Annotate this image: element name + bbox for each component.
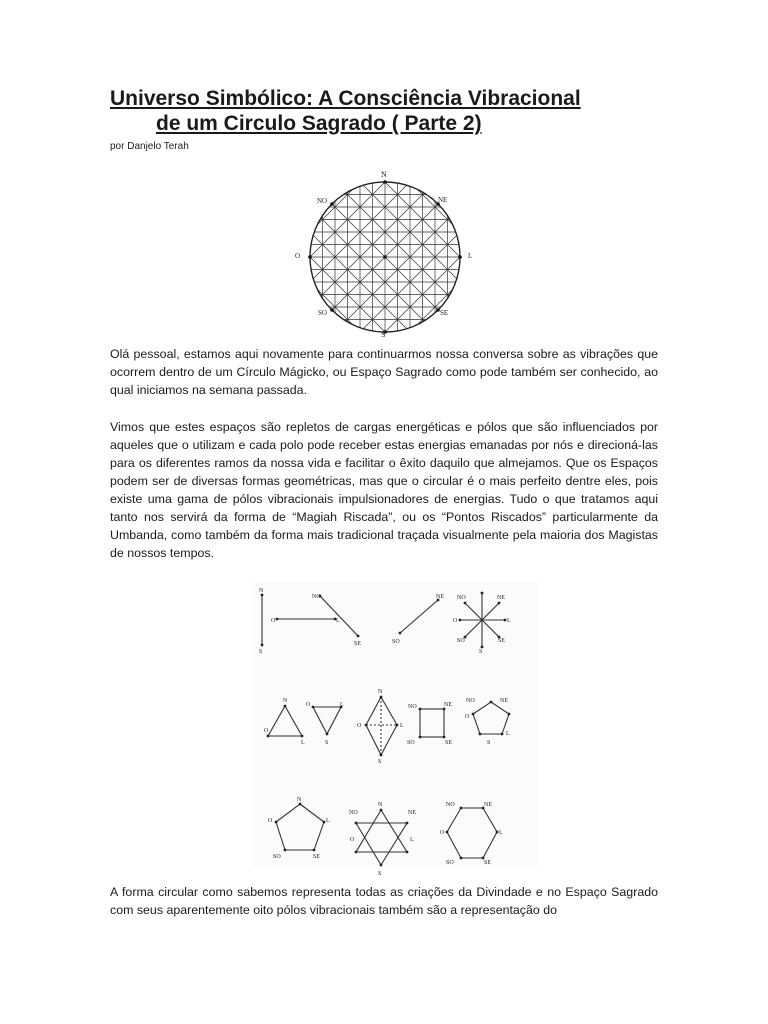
vertex-dot: [498, 602, 501, 605]
vertex-dot: [496, 831, 499, 834]
vertex-dot: [299, 803, 302, 806]
vertex-dot: [460, 857, 463, 860]
vertex-dot: [460, 807, 463, 810]
shape-label-se8: SE: [313, 854, 321, 860]
vertex-dot: [365, 724, 368, 727]
vertex-dot: [326, 733, 329, 736]
vertex-dot: [459, 619, 462, 622]
pole-dot: [383, 255, 387, 259]
shape-label-se6: SE: [445, 740, 453, 746]
vertex-dot: [479, 733, 482, 736]
vertex-dot: [380, 809, 383, 812]
vertex-dot: [396, 724, 399, 727]
triangle-up-shape: [268, 706, 302, 736]
diagonal-ne-so-shape: [400, 600, 438, 633]
shape-label-no10: NO: [446, 802, 455, 808]
shape-label-so8: SO: [273, 854, 281, 860]
shape-label-l2: L: [507, 618, 511, 624]
vertex-dot: [355, 851, 358, 854]
shape-label-l8: L: [326, 818, 330, 824]
shape-label-n9: N: [378, 802, 383, 808]
shape-label-ne6: NE: [444, 702, 452, 708]
vertex-dot: [446, 831, 449, 834]
vertex-dot: [443, 708, 446, 711]
triangle-down-shape: [313, 707, 341, 734]
title-line-2: de um Circulo Sagrado ( Parte 2): [156, 112, 482, 135]
diagonal-no-se-shape: [320, 596, 358, 636]
grid-line-diagonal: [160, 182, 310, 332]
shape-label-l4: L: [340, 702, 344, 708]
pole-dot: [458, 255, 462, 259]
shape-label-o5: O: [357, 723, 362, 729]
shape-label-o2: O: [453, 618, 458, 624]
hexagram-shape: [356, 810, 407, 865]
vertex-dot: [284, 849, 287, 852]
vertex-dot: [504, 619, 507, 622]
vertex-dot: [312, 706, 315, 709]
shape-label-l7: L: [506, 731, 510, 737]
grid-line-diagonal: [460, 182, 610, 332]
vertex-dot: [508, 713, 511, 716]
vertex-dot: [464, 602, 467, 605]
shape-label-l5: L: [400, 723, 404, 729]
shape-label-o1: O: [271, 618, 276, 624]
shape-label-no1: NO: [312, 594, 321, 600]
vertex-dot: [380, 754, 383, 757]
geometric-shapes-figure: [253, 582, 538, 877]
shape-label-no6: NO: [408, 704, 417, 710]
vertex-dot: [482, 857, 485, 860]
shape-label-o7: O: [465, 714, 470, 720]
shape-label-se1: SE: [354, 641, 362, 647]
shape-label-ne1: NE: [436, 594, 444, 600]
shape-label-s5: S: [378, 759, 382, 765]
vertex-dot: [301, 735, 304, 738]
vertex-dot: [261, 594, 264, 597]
author-byline: por Danjelo Terah: [110, 141, 189, 152]
vertex-dot: [284, 705, 287, 708]
vertex-dot: [406, 822, 409, 825]
shape-label-se10: SE: [484, 860, 492, 866]
vertex-dot: [380, 864, 383, 867]
shape-label-n5: N: [378, 689, 383, 695]
small-pentagon-shape: [473, 702, 509, 734]
shape-label-no2: NO: [457, 595, 466, 601]
vertex-dot: [355, 822, 358, 825]
vertex-dot: [313, 849, 316, 852]
grid-line-diagonal: [460, 182, 610, 332]
vertex-dot: [406, 851, 409, 854]
vertex-dot: [472, 713, 475, 716]
shape-label-n1: N: [259, 588, 264, 594]
vertex-dot: [399, 632, 402, 635]
vertex-dot: [490, 701, 493, 704]
label-no: NO: [317, 197, 328, 205]
page-title: [110, 86, 670, 136]
shape-label-s7: S: [487, 740, 491, 746]
shape-label-n8: N: [297, 797, 302, 803]
vertex-dot: [481, 646, 484, 649]
vertex-dot: [261, 644, 264, 647]
vertex-dot: [275, 821, 278, 824]
sacred-circle-figure: [280, 165, 490, 345]
label-so: SO: [318, 309, 327, 317]
shape-label-so1: SO: [392, 639, 400, 645]
pole-dot: [330, 202, 334, 206]
shape-label-ne9: NE: [408, 810, 416, 816]
vertex-dot: [419, 708, 422, 711]
pole-dot: [308, 255, 312, 259]
shape-label-o9: O: [350, 837, 355, 843]
shape-label-s2: S: [479, 649, 483, 655]
vertex-dot: [443, 736, 446, 739]
large-pentagon-shape: [276, 804, 324, 850]
shape-label-ne2: NE: [497, 595, 505, 601]
label-s: S: [381, 330, 386, 339]
shape-label-n3: N: [283, 698, 288, 704]
pole-dot: [383, 180, 387, 184]
shape-label-s9: S: [378, 871, 382, 877]
shape-label-s1: S: [259, 649, 263, 655]
shape-label-ne10: NE: [484, 802, 492, 808]
vertex-dot: [419, 736, 422, 739]
shape-label-so2: SO: [457, 638, 465, 644]
label-o: O: [295, 252, 301, 260]
vertex-dot: [267, 735, 270, 738]
shape-label-so10: SO: [446, 860, 454, 866]
label-se: SE: [440, 309, 449, 317]
shape-label-no7: NO: [466, 698, 475, 704]
grid-line-diagonal: [160, 182, 310, 332]
shape-label-ne7: NE: [500, 698, 508, 704]
shape-label-l3: L: [301, 740, 305, 746]
paragraph-3: A forma circular como sabemos representa todas as criações da Divindade e no Espaço Sagrado com seus aparentemente oito pólos vibracionais também são a representação do: [110, 885, 658, 917]
shape-label-o3: O: [264, 728, 269, 734]
shape-label-no9: NO: [349, 810, 358, 816]
vertex-dot: [276, 618, 279, 621]
shape-label-o8: O: [268, 818, 273, 824]
shape-label-l10: L: [499, 830, 503, 836]
square-shape: [420, 709, 444, 737]
vertex-dot: [380, 696, 383, 699]
paragraph-2: Vimos que estes espaços são repletos de cargas energéticas e pólos que são influenciados por aqueles que o utilizam e cada polo pode receber estas energias emanadas por nós e direcioná-las para os diferentes ramos da nossa vida e facilitar o êxito daquilo que almejamos. Que os Espaços podem ser de diversas formas geométricas, mas que o circular é o mais perfeito dentre eles, pois existe uma gama de pólos vibracionais impulsionadores de energias. Tudo o que tratamos aqui tanto nos servirá da forma de “Magiah Riscada”, ou os “Pontos Riscados” particularmente da Umbanda, como também da forma mais tradicional traçada visualmente pela maioria dos Magistas de nossos tempos.: [110, 420, 658, 560]
label-ne: NE: [438, 196, 448, 204]
shape-label-so6: SO: [407, 740, 415, 746]
vertex-dot: [323, 821, 326, 824]
shape-label-o4: O: [306, 702, 311, 708]
shape-label-se2: SE: [498, 638, 506, 644]
vertex-dot: [501, 733, 504, 736]
shape-label-l1: L: [336, 618, 340, 624]
vertex-dot: [357, 635, 360, 638]
hexagon-shape: [447, 808, 497, 858]
pole-dot: [330, 308, 334, 312]
shape-label-o10: O: [440, 830, 445, 836]
label-l: L: [468, 252, 473, 260]
shape-label-s4: S: [325, 740, 329, 746]
title-line-1: Universo Simbólico: A Consciência Vibracional: [110, 87, 581, 110]
label-n: N: [381, 170, 387, 179]
vertex-dot: [481, 592, 484, 595]
shape-label-l9: L: [410, 837, 414, 843]
paragraph-1: Olá pessoal, estamos aqui novamente para continuarmos nossa conversa sobre as vibrações que ocorrem dentro de um Círculo Mágicko, ou Espaço Sagrado como pode também ser conhecido, ao qual iniciamos na semana passada.: [110, 347, 658, 397]
